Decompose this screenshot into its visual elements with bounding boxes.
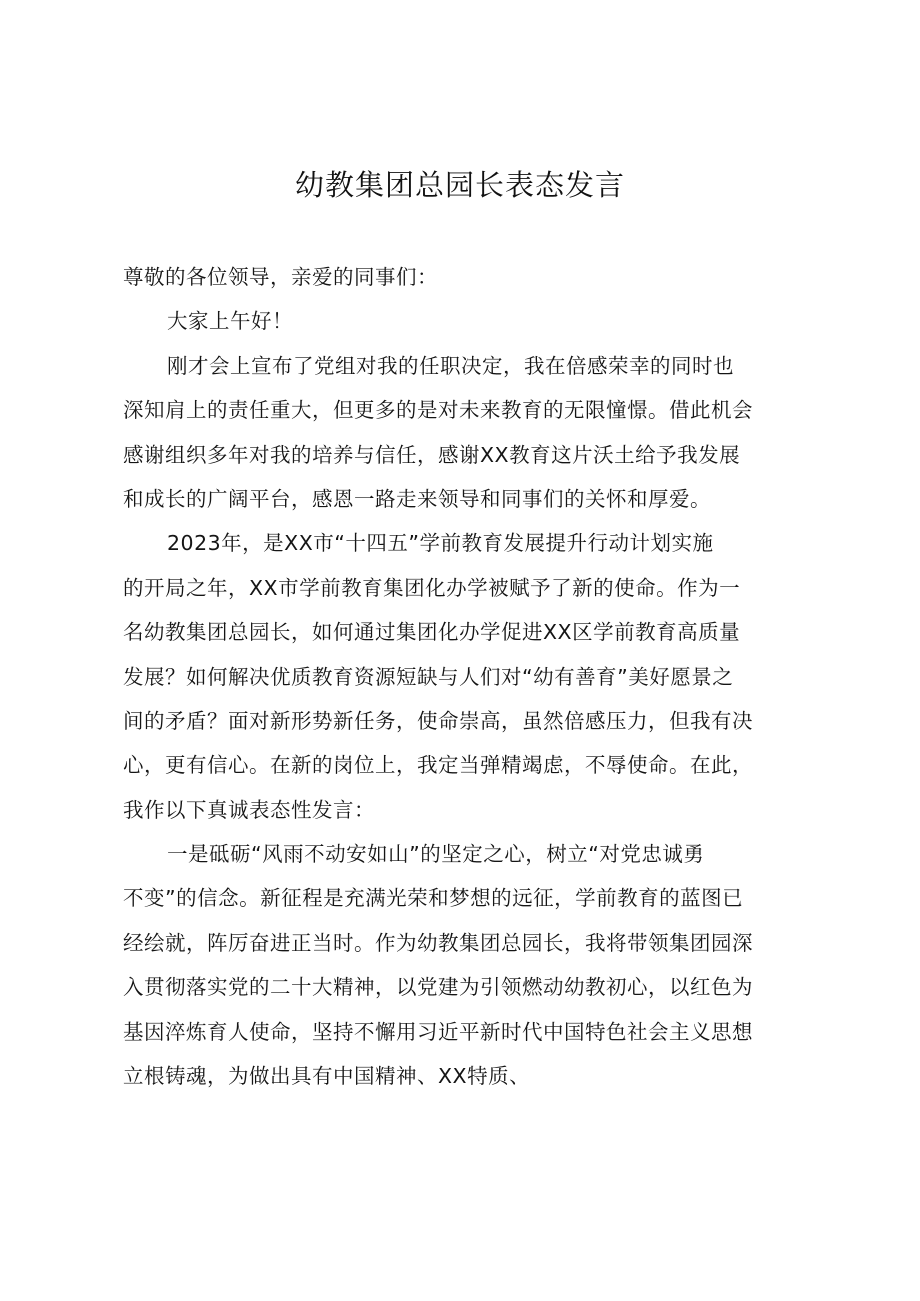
paragraph-line: 心，更有信心。在新的岗位上，我定当弹精竭虑，不辱使命。在此， [123, 753, 753, 778]
paragraph-line: 2023年，是XX市“十四五”学前教育发展提升行动计划实施 [167, 531, 714, 556]
paragraph-line: 经绘就，阵厉奋进正当时。作为幼教集团总园长，我将带领集团园深 [123, 930, 753, 955]
document-title: 幼教集团总园长表态发言 [294, 168, 625, 202]
paragraph-line: 深知肩上的责任重大，但更多的是对未来教育的无限憧憬。借此机会 [123, 398, 753, 423]
paragraph-line: 入贯彻落实党的二十大精神，以党建为引领燃动幼教初心，以红色为 [123, 975, 753, 1000]
paragraph-line: 一是砥砺“风雨不动安如山”的坚定之心，树立“对党忠诚勇 [167, 842, 705, 867]
paragraph-line: 立根铸魂，为做出具有中国精神、XX特质、 [123, 1064, 531, 1089]
paragraph-line: 基因淬炼育人使命，坚持不懈用习近平新时代中国特色社会主义思想 [123, 1019, 753, 1044]
paragraph-line: 我作以下真诚表态性发言： [123, 797, 375, 822]
paragraph-line: 发展？如何解决优质教育资源短缺与人们对“幼有善育”美好愿景之 [123, 664, 734, 689]
paragraph-line: 名幼教集团总园长，如何通过集团化办学促进XX区学前教育高质量 [123, 620, 741, 645]
paragraph-line: 和成长的广阔平台，感恩一路走来领导和同事们的关怀和厚爱。 [123, 486, 711, 511]
paragraph-line: 刚才会上宣布了党组对我的任职决定，我在倍感荣幸的同时也 [167, 353, 734, 378]
greeting-line: 大家上午好！ [167, 309, 293, 334]
salutation-line: 尊敬的各位领导，亲爱的同事们： [123, 265, 438, 289]
document-body [123, 255, 813, 1098]
paragraph-line: 间的矛盾？面对新形势新任务，使命崇高，虽然倍感压力，但我有决 [123, 708, 753, 733]
paragraph-line: 不变”的信念。新征程是充满光荣和梦想的远征，学前教育的蓝图已 [123, 886, 744, 911]
paragraph-line: 的开局之年，XX市学前教育集团化办学被赋予了新的使命。作为一 [123, 575, 741, 600]
paragraph-line: 感谢组织多年对我的培养与信任，感谢XX教育这片沃土给予我发展 [123, 442, 741, 467]
